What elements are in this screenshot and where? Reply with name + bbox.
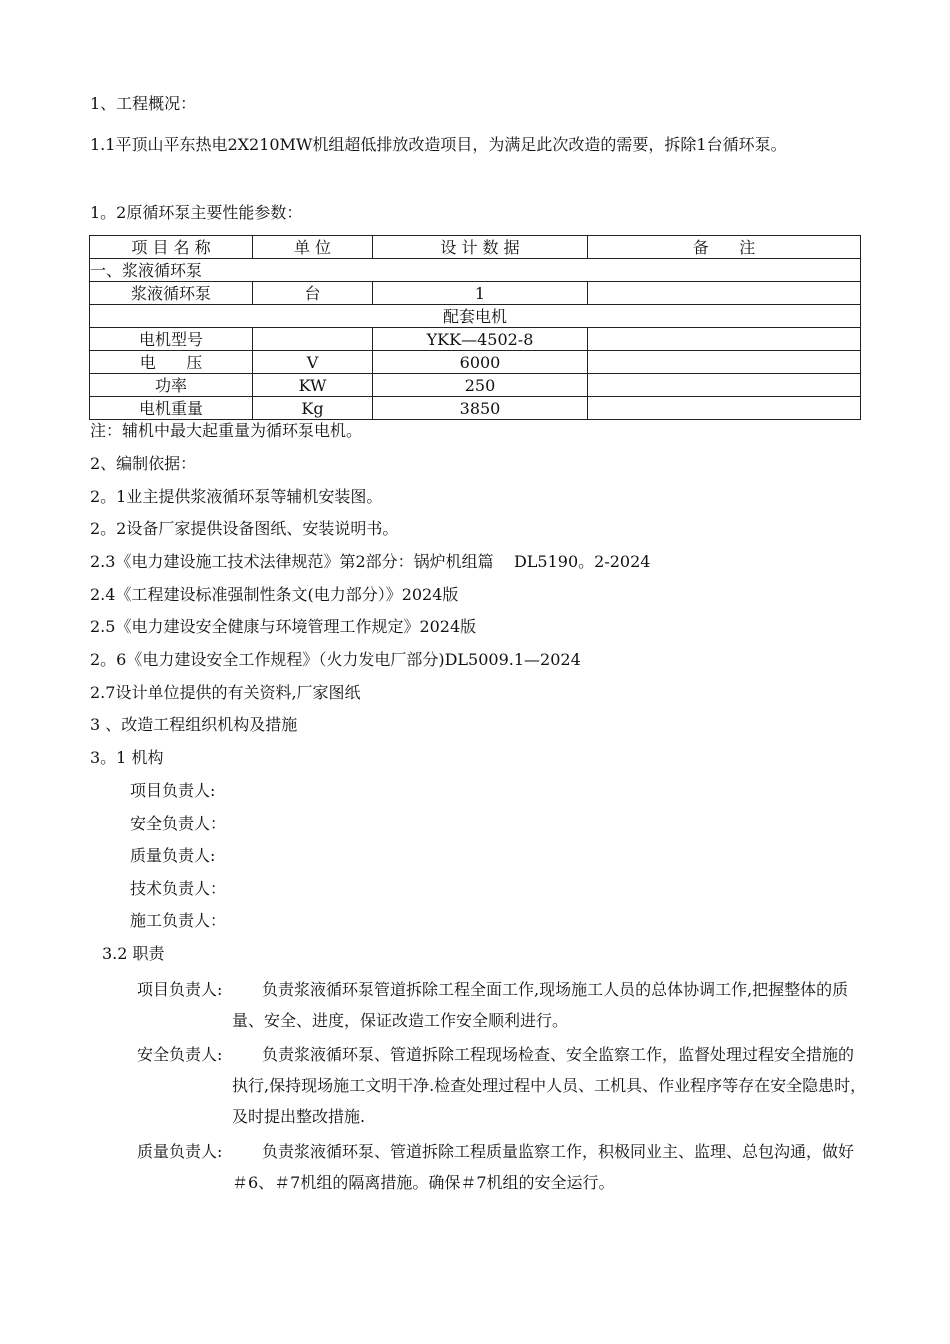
duty-label: 安全负责人: — [137, 1045, 223, 1064]
cell: 6000 — [373, 351, 588, 374]
table-header-row — [90, 236, 861, 259]
cell: V — [253, 351, 373, 374]
header-unit: 单 位 — [253, 236, 373, 259]
section-3-title: 3 、改造工程组织机构及措施 — [90, 715, 298, 734]
org-role: 项目负责人: — [130, 781, 216, 800]
table-motor-header-row — [90, 305, 861, 328]
table-group-row — [90, 259, 861, 282]
cell — [253, 328, 373, 351]
duty-text: 负责浆液循环泵、管道拆除工程质量监察工作，积极同业主、监理、总包沟通，做好＃6、＃7机组的隔离措施。确保＃7机组的安全运行。 — [232, 1142, 855, 1192]
org-role: 技术负责人： — [130, 879, 227, 898]
cell: 电机型号 — [90, 328, 253, 351]
cell: 台 — [253, 282, 373, 305]
table-note: 注：辅机中最大起重量为循环泵电机。 — [90, 421, 363, 440]
cell: 电机重量 — [90, 397, 253, 420]
basis-item: 2.4《工程建设标准强制性条文(电力部分）》2024版 — [90, 585, 459, 604]
duty-item — [137, 1136, 867, 1198]
duty-item — [137, 974, 867, 1036]
duty-text: 负责浆液循环泵管道拆除工程全面工作,现场施工人员的总体协调工作,把握整体的质量、安全、进度，保证改造工作安全顺利进行。 — [232, 980, 849, 1030]
section-1-1-text: 1.1平顶山平东热电2X210MW机组超低排放改造项目，为满足此次改造的需要，拆除1台循环泵。 — [90, 135, 787, 154]
header-design-data: 设 计 数 据 — [373, 236, 588, 259]
table-row — [90, 397, 861, 420]
cell: KW — [253, 374, 373, 397]
basis-item: 2。6《电力建设安全工作规程》（火力发电厂部分)DL5009.1—2024 — [90, 650, 581, 669]
duty-item — [137, 1039, 867, 1132]
section-3-1-title: 3。1 机构 — [90, 748, 164, 767]
cell: 电 压 — [90, 351, 253, 374]
table-row — [90, 374, 861, 397]
cell: Kg — [253, 397, 373, 420]
cell: 1 — [373, 282, 588, 305]
cell: 3850 — [373, 397, 588, 420]
header-item-name: 项 目 名 称 — [90, 236, 253, 259]
cell — [588, 351, 861, 374]
motor-header: 配套电机 — [90, 305, 861, 328]
cell — [588, 282, 861, 305]
cell: 250 — [373, 374, 588, 397]
section-1-2-title: 1。2原循环泵主要性能参数： — [90, 203, 303, 222]
cell: YKK—4502-8 — [373, 328, 588, 351]
section-3-2-title: 3.2 职责 — [102, 944, 165, 963]
org-role: 施工负责人： — [130, 911, 227, 930]
duty-text: 负责浆液循环泵、管道拆除工程现场检查、安全监察工作，监督处理过程安全措施的执行,保持现场施工文明干净.检查处理过程中人员、工机具、作业程序等存在安全隐患时，及时提出整改措施. — [232, 1045, 867, 1126]
basis-item: 2.5《电力建设安全健康与环境管理工作规定》2024版 — [90, 617, 477, 636]
group-label: 一、浆液循环泵 — [90, 259, 861, 282]
basis-item: 2.3《电力建设施工技术法律规范》第2部分：锅炉机组篇 DL5190。2-2024 — [90, 552, 651, 571]
parameter-table — [89, 235, 861, 420]
duty-label: 项目负责人: — [137, 980, 223, 999]
org-role: 质量负责人: — [130, 846, 216, 865]
cell: 功率 — [90, 374, 253, 397]
basis-item: 2.7设计单位提供的有关资料,厂家图纸 — [90, 683, 361, 702]
cell — [588, 328, 861, 351]
cell — [588, 397, 861, 420]
table-row — [90, 351, 861, 374]
cell: 浆液循环泵 — [90, 282, 253, 305]
table-row — [90, 328, 861, 351]
header-remark: 备 注 — [588, 236, 861, 259]
table-row — [90, 282, 861, 305]
cell — [588, 374, 861, 397]
duty-label: 质量负责人: — [137, 1142, 223, 1161]
basis-item: 2。2设备厂家提供设备图纸、安装说明书。 — [90, 519, 399, 538]
section-2-title: 2、编制依据： — [90, 454, 197, 473]
basis-item: 2。1业主提供浆液循环泵等辅机安装图。 — [90, 487, 383, 506]
org-role: 安全负责人： — [130, 814, 227, 833]
section-1-title: 1、工程概况： — [90, 94, 197, 113]
